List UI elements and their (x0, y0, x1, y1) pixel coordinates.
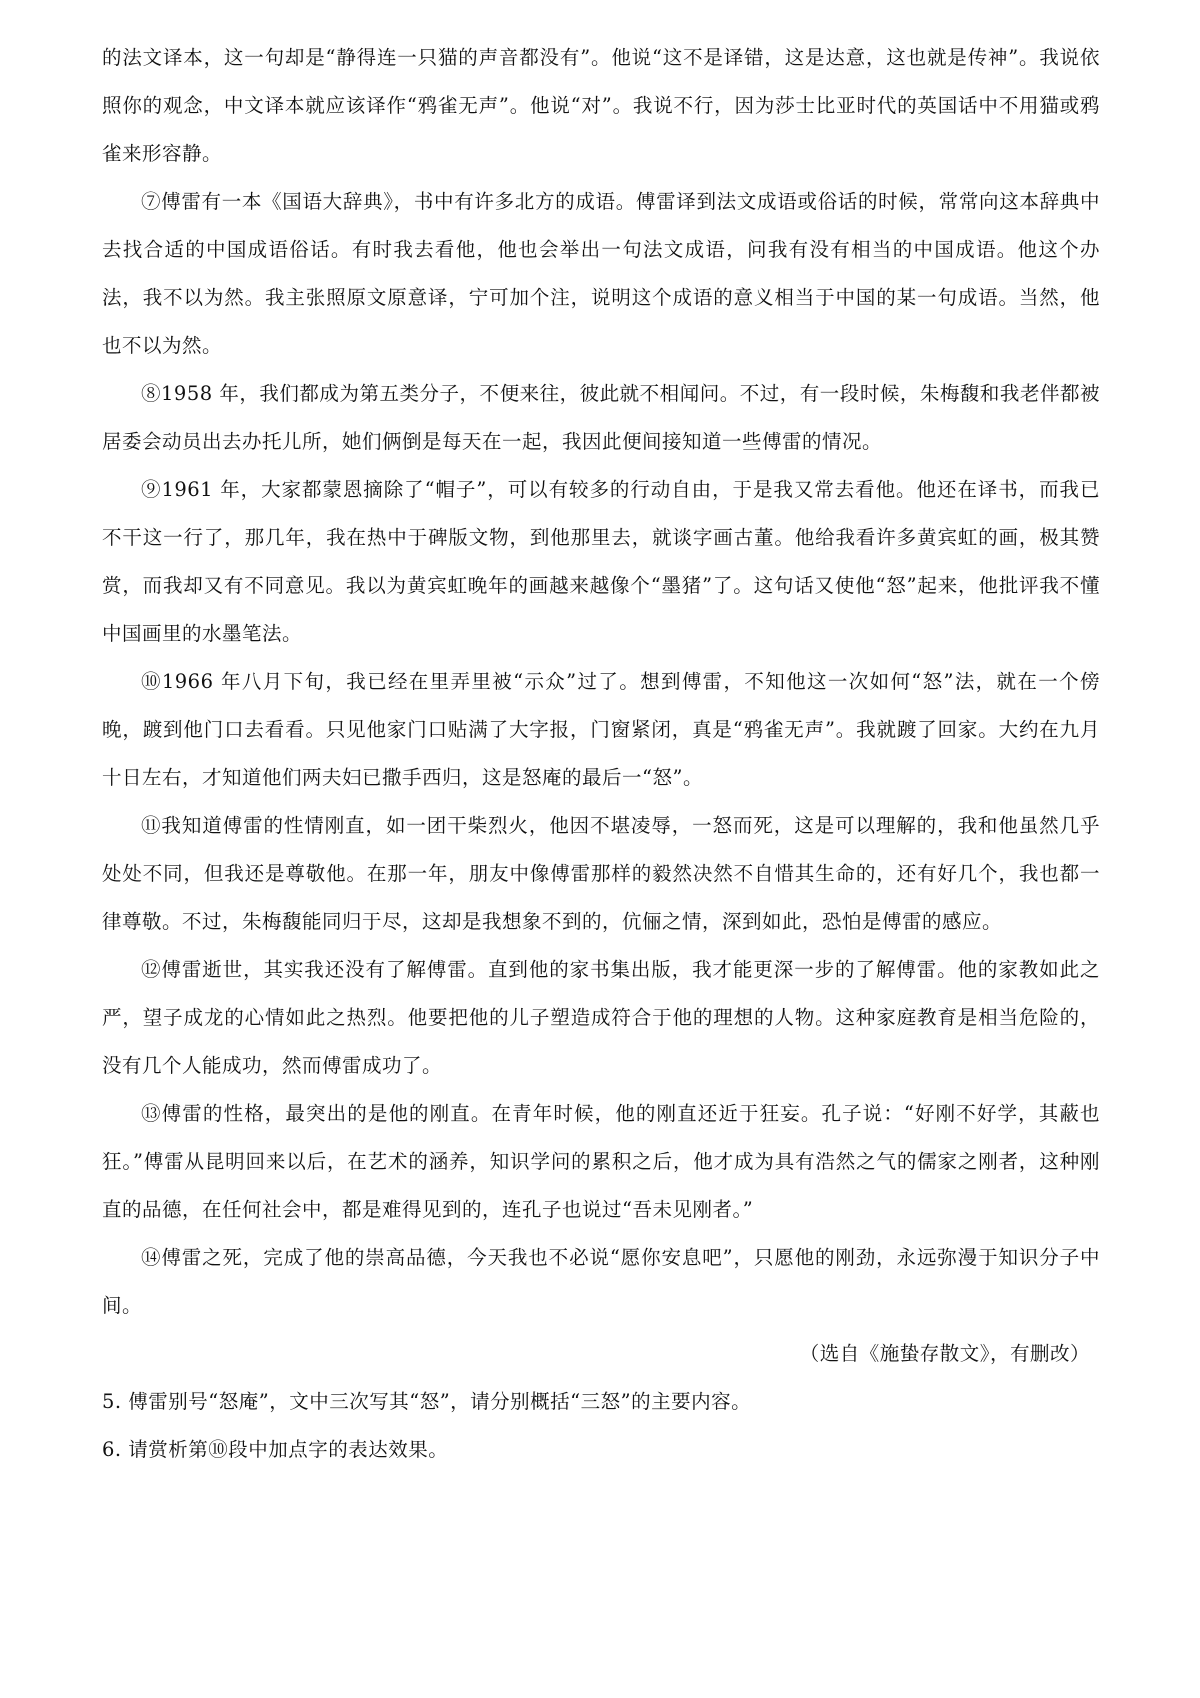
paragraph-9: ⑨1961 年，大家都蒙恩摘除了“帽子”，可以有较多的行动自由，于是我又常去看他。他还在译书，而我已不干这一行了，那几年，我在热中于碑版文物，到他那里去，就谈字画古董。他给我看许多黄宾虹的画，极其赞赏，而我却又有不同意见。我以为黄宾虹晚年的画越来越像个“墨猪”了。这句话又使他“怒”起来，他批评我不懂中国画里的水墨笔法。 (102, 478, 1100, 645)
paragraph-14: ⑭傅雷之死，完成了他的崇高品德，今天我也不必说“愿你安息吧”，只愿他的刚劲，永远弥漫于知识分子中间。 (102, 1246, 1100, 1317)
question-6: 6. 请赏析第⑩段中加点字的表达效果。 (102, 1438, 449, 1461)
paragraph-10: ⑩1966 年八月下旬，我已经在里弄里被“示众”过了。想到傅雷，不知他这一次如何“怒”法，就在一个傍晚，踱到他门口去看看。只见他家门口贴满了大字报，门窗紧闭，真是“鸦雀无声”。我就踱了回家。大约在九月十日左右，才知道他们两夫妇已撒手西归，这是怒庵的最后一“怒”。 (102, 670, 1100, 789)
paragraph-13: ⑬傅雷的性格，最突出的是他的刚直。在青年时候，他的刚直还近于狂妄。孔子说：“好刚不好学，其蔽也狂。”傅雷从昆明回来以后，在艺术的涵养，知识学问的累积之后，他才成为具有浩然之气的儒家之刚者，这种刚直的品德，在任何社会中，都是难得见到的，连孔子也说过“吾未见刚者。” (102, 1102, 1100, 1221)
question-5: 5. 傅雷别号“怒庵”，文中三次写其“怒”，请分别概括“三怒”的主要内容。 (102, 1390, 752, 1413)
paragraph-11: ⑪我知道傅雷的性情刚直，如一团干柴烈火，他因不堪凌辱，一怒而死，这是可以理解的，我和他虽然几乎处处不同，但我还是尊敬他。在那一年，朋友中像傅雷那样的毅然决然不自惜其生命的，还有好几个，我也都一律尊敬。不过，朱梅馥能同归于尽，这却是我想象不到的，伉俪之情，深到如此，恐怕是傅雷的感应。 (102, 814, 1100, 933)
paragraph-12: ⑫傅雷逝世，其实我还没有了解傅雷。直到他的家书集出版，我才能更深一步的了解傅雷。他的家教如此之严，望子成龙的心情如此之热烈。他要把他的儿子塑造成符合于他的理想的人物。这种家庭教育是相当危险的，没有几个人能成功，然而傅雷成功了。 (102, 958, 1100, 1077)
source-note: （选自《施蛰存散文》，有删改） (799, 1342, 1090, 1365)
paragraph-7: ⑦傅雷有一本《国语大辞典》，书中有许多北方的成语。傅雷译到法文成语或俗话的时候，常常向这本辞典中去找合适的中国成语俗话。有时我去看他，他也会举出一句法文成语，问我有没有相当的中国成语。他这个办法，我不以为然。我主张照原文原意译，宁可加个注，说明这个成语的意义相当于中国的某一句成语。当然，他也不以为然。 (102, 190, 1100, 357)
paragraph-8: ⑧1958 年，我们都成为第五类分子，不便来往，彼此就不相闻问。不过，有一段时候，朱梅馥和我老伴都被居委会动员出去办托儿所，她们俩倒是每天在一起，我因此便间接知道一些傅雷的情况。 (102, 382, 1100, 453)
paragraph-6-continued: 的法文译本，这一句却是“静得连一只猫的声音都没有”。他说“这不是译错，这是达意，这也就是传神”。我说依照你的观念，中文译本就应该译作“鸦雀无声”。他说“对”。我说不行，因为莎士比亚时代的英国话中不用猫或鸦雀来形容静。 (102, 46, 1100, 165)
